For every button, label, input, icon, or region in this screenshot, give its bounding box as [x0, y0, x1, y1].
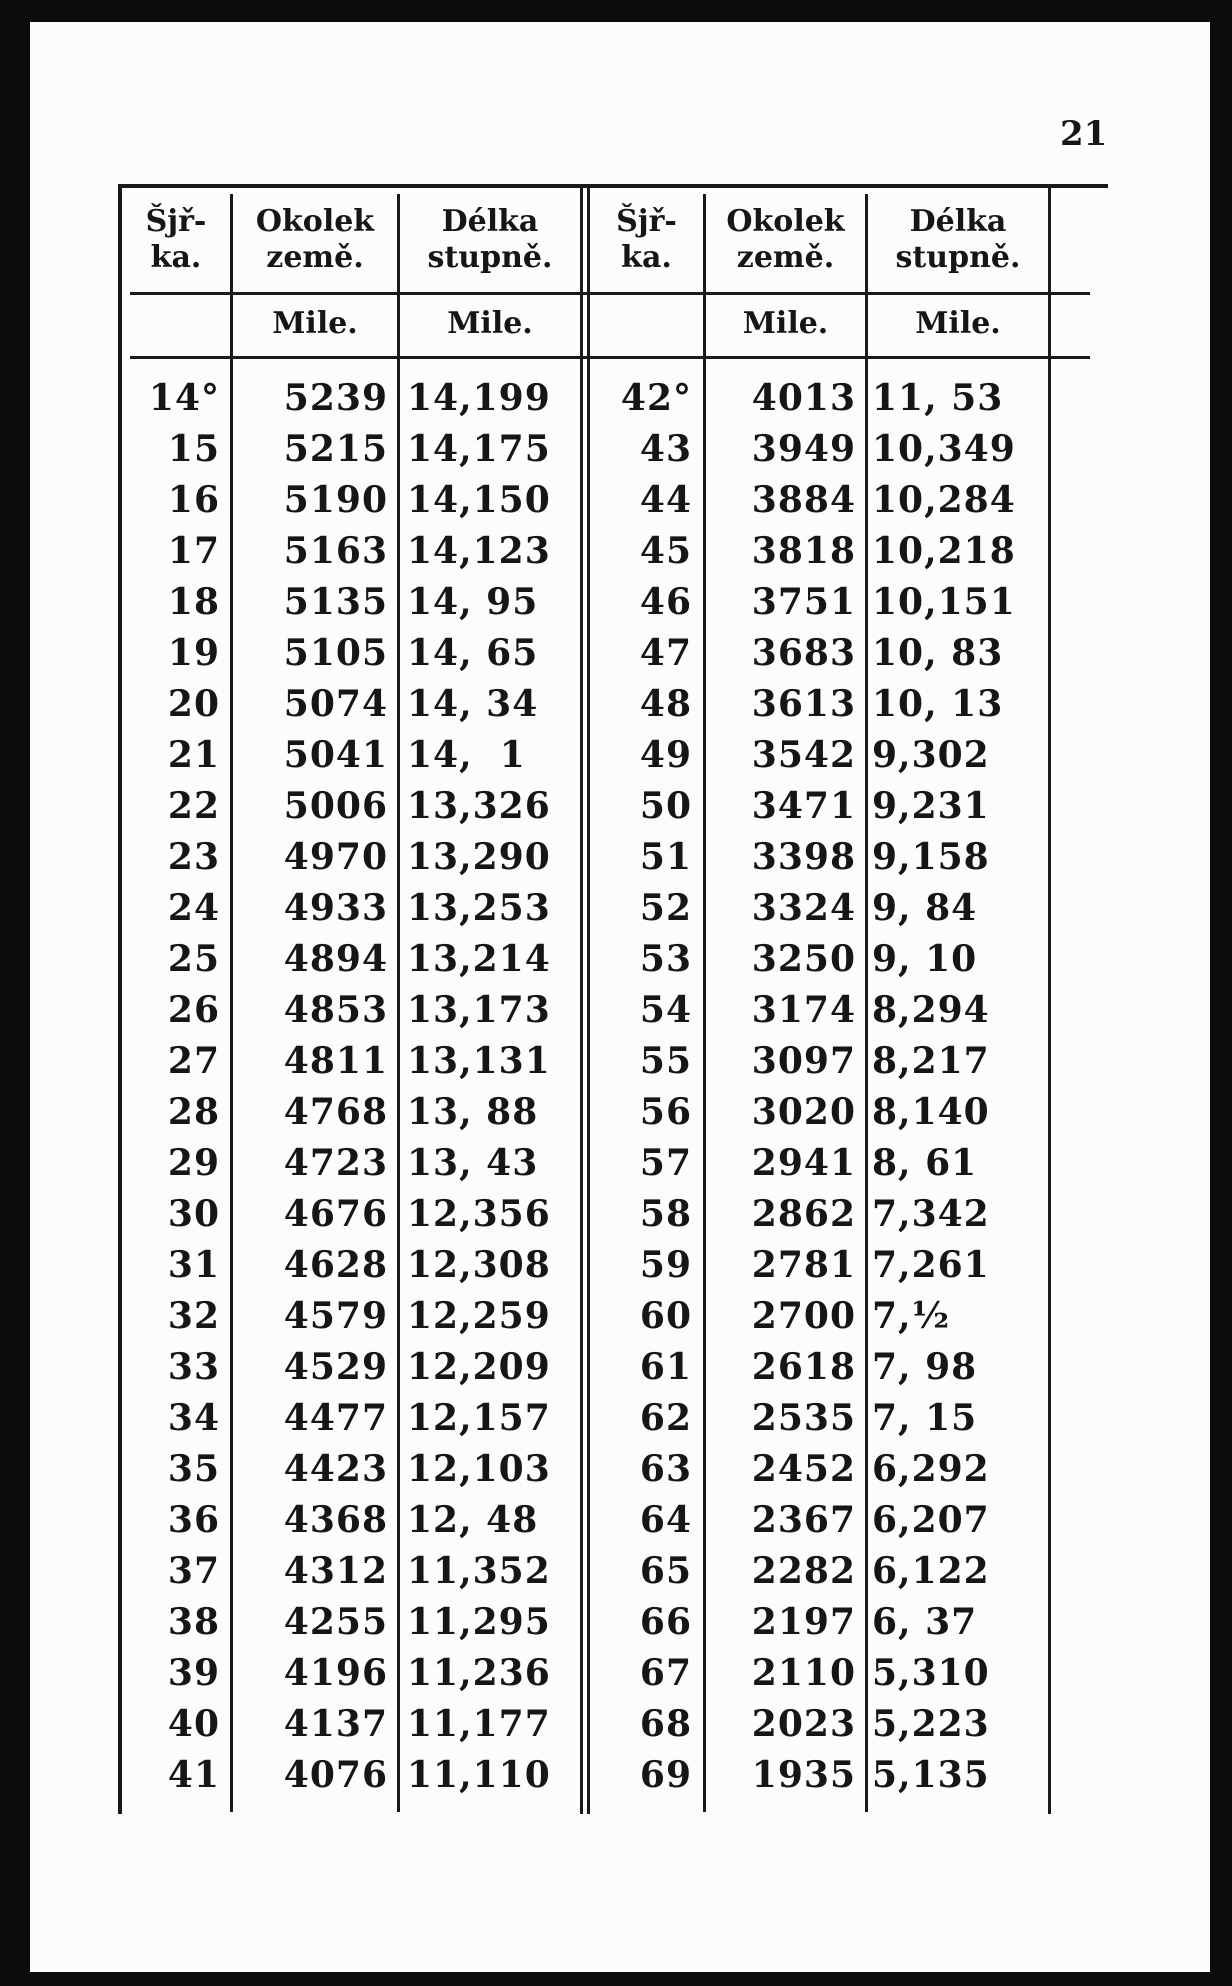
left-cell-len: 13, 88 [407, 1091, 539, 1133]
left-cell-len: 11,236 [407, 1652, 551, 1694]
left-cell-lat: 35 [167, 1448, 220, 1490]
header-degree-length-left: Délka stupně. [427, 204, 553, 275]
left-cell-len: 14, 95 [407, 581, 539, 623]
left-cell-len: 11,177 [407, 1703, 551, 1745]
left-cell-len: 11,295 [407, 1601, 551, 1643]
left-cell-circ: 4811 [283, 1040, 388, 1082]
right-cell-len: 10,218 [872, 530, 1016, 572]
left-cell-lat: 24 [167, 887, 220, 929]
right-cell-len: 8, 61 [872, 1142, 978, 1184]
right-cell-lat: 46 [639, 581, 692, 623]
right-cell-circ: 3818 [751, 530, 856, 572]
right-cell-lat: 60 [639, 1295, 692, 1337]
right-cell-circ: 2618 [751, 1346, 856, 1388]
right-cell-circ: 2197 [751, 1601, 856, 1643]
left-cell-circ: 5006 [283, 785, 388, 827]
right-cell-circ: 2110 [751, 1652, 856, 1694]
right-cell-circ: 3020 [751, 1091, 856, 1133]
left-cell-circ: 5190 [283, 479, 388, 521]
right-cell-len: 8,217 [872, 1040, 990, 1082]
right-cell-len: 5,310 [872, 1652, 990, 1694]
left-cell-len: 12,308 [407, 1244, 551, 1286]
right-cell-len: 9, 10 [872, 938, 978, 980]
left-cell-lat: 28 [167, 1091, 220, 1133]
left-cell-lat: 40 [167, 1703, 220, 1745]
left-col-divider-2 [397, 194, 400, 1812]
left-cell-len: 12,103 [407, 1448, 551, 1490]
right-cell-circ: 2862 [751, 1193, 856, 1235]
right-cell-lat: 64 [639, 1499, 692, 1541]
left-cell-len: 11,352 [407, 1550, 551, 1592]
right-cell-circ: 2452 [751, 1448, 856, 1490]
left-cell-circ: 4368 [283, 1499, 388, 1541]
right-cell-lat: 56 [639, 1091, 692, 1133]
left-cell-lat: 33 [167, 1346, 220, 1388]
right-cell-circ: 3751 [751, 581, 856, 623]
left-cell-lat: 14° [148, 377, 220, 419]
left-cell-lat: 39 [167, 1652, 220, 1694]
right-cell-len: 6,122 [872, 1550, 990, 1592]
left-cell-len: 13, 43 [407, 1142, 539, 1184]
right-cell-circ: 3324 [751, 887, 856, 929]
left-cell-lat: 20 [167, 683, 220, 725]
unit-degree-length-right: Mile. [915, 306, 1001, 341]
right-cell-len: 9,158 [872, 836, 990, 878]
left-cell-lat: 21 [167, 734, 220, 776]
right-cell-lat: 48 [639, 683, 692, 725]
right-cell-lat: 47 [639, 632, 692, 674]
left-cell-circ: 4768 [283, 1091, 388, 1133]
right-cell-lat: 49 [639, 734, 692, 776]
left-cell-circ: 4255 [283, 1601, 388, 1643]
right-cell-lat: 65 [639, 1550, 692, 1592]
right-cell-len: 10, 83 [872, 632, 1004, 674]
left-cell-circ: 4076 [283, 1754, 388, 1796]
right-col-divider-2 [865, 194, 868, 1812]
right-cell-circ: 3174 [751, 989, 856, 1031]
right-cell-lat: 52 [639, 887, 692, 929]
left-cell-len: 11,110 [407, 1754, 551, 1796]
right-cell-lat: 44 [639, 479, 692, 521]
right-cell-circ: 3683 [751, 632, 856, 674]
right-cell-lat: 61 [639, 1346, 692, 1388]
header-circumference-left: Okolek země. [255, 204, 375, 275]
right-cell-len: 10,151 [872, 581, 1016, 623]
right-cell-lat: 69 [639, 1754, 692, 1796]
header-latitude-right: Šjř- ka. [616, 204, 677, 275]
right-cell-circ: 1935 [751, 1754, 856, 1796]
left-cell-len: 13,131 [407, 1040, 551, 1082]
right-cell-len: 6, 37 [872, 1601, 978, 1643]
left-cell-len: 12,157 [407, 1397, 551, 1439]
right-cell-lat: 67 [639, 1652, 692, 1694]
left-cell-circ: 4196 [283, 1652, 388, 1694]
left-cell-circ: 4312 [283, 1550, 388, 1592]
right-cell-circ: 4013 [751, 377, 856, 419]
right-cell-circ: 3250 [751, 938, 856, 980]
right-cell-len: 5,223 [872, 1703, 990, 1745]
left-cell-lat: 26 [167, 989, 220, 1031]
left-cell-len: 14,123 [407, 530, 551, 572]
left-cell-len: 14, 34 [407, 683, 539, 725]
left-cell-circ: 5041 [283, 734, 388, 776]
right-cell-lat: 66 [639, 1601, 692, 1643]
left-cell-len: 14,175 [407, 428, 551, 470]
left-cell-lat: 18 [167, 581, 220, 623]
left-cell-lat: 36 [167, 1499, 220, 1541]
left-cell-circ: 4970 [283, 836, 388, 878]
header-divider [130, 292, 1090, 295]
left-cell-lat: 23 [167, 836, 220, 878]
right-cell-circ: 3949 [751, 428, 856, 470]
right-cell-lat: 63 [639, 1448, 692, 1490]
left-cell-lat: 17 [167, 530, 220, 572]
left-cell-circ: 4477 [283, 1397, 388, 1439]
left-cell-circ: 5215 [283, 428, 388, 470]
left-cell-circ: 4579 [283, 1295, 388, 1337]
left-cell-circ: 5239 [283, 377, 388, 419]
left-cell-len: 14,199 [407, 377, 551, 419]
right-cell-lat: 57 [639, 1142, 692, 1184]
left-cell-len: 12,259 [407, 1295, 551, 1337]
left-cell-circ: 4423 [283, 1448, 388, 1490]
left-cell-lat: 25 [167, 938, 220, 980]
left-cell-lat: 37 [167, 1550, 220, 1592]
right-cell-circ: 2700 [751, 1295, 856, 1337]
left-cell-lat: 31 [167, 1244, 220, 1286]
left-cell-circ: 4853 [283, 989, 388, 1031]
right-cell-len: 9, 84 [872, 887, 978, 929]
right-cell-len: 7,342 [872, 1193, 990, 1235]
left-cell-circ: 5135 [283, 581, 388, 623]
header-degree-length-right: Délka stupně. [895, 204, 1021, 275]
left-cell-len: 13,214 [407, 938, 551, 980]
left-cell-len: 14, 65 [407, 632, 539, 674]
right-cell-len: 10,349 [872, 428, 1016, 470]
right-cell-circ: 3542 [751, 734, 856, 776]
right-cell-lat: 54 [639, 989, 692, 1031]
left-cell-len: 12, 48 [407, 1499, 539, 1541]
right-cell-lat: 53 [639, 938, 692, 980]
right-cell-lat: 55 [639, 1040, 692, 1082]
right-cell-circ: 3884 [751, 479, 856, 521]
right-cell-circ: 3398 [751, 836, 856, 878]
left-cell-circ: 4137 [283, 1703, 388, 1745]
left-cell-circ: 4894 [283, 938, 388, 980]
right-cell-len: 7,261 [872, 1244, 990, 1286]
left-cell-circ: 5074 [283, 683, 388, 725]
right-cell-len: 7,½ [872, 1295, 951, 1337]
left-cell-circ: 4723 [283, 1142, 388, 1184]
left-cell-len: 13,290 [407, 836, 551, 878]
right-cell-len: 8,140 [872, 1091, 990, 1133]
right-cell-len: 6,292 [872, 1448, 990, 1490]
right-cell-circ: 3097 [751, 1040, 856, 1082]
left-cell-circ: 5163 [283, 530, 388, 572]
right-cell-len: 10, 13 [872, 683, 1004, 725]
right-cell-lat: 68 [639, 1703, 692, 1745]
right-cell-lat: 43 [639, 428, 692, 470]
right-cell-len: 5,135 [872, 1754, 990, 1796]
right-cell-circ: 2781 [751, 1244, 856, 1286]
unit-degree-length-left: Mile. [447, 306, 533, 341]
left-cell-lat: 15 [167, 428, 220, 470]
right-cell-lat: 51 [639, 836, 692, 878]
book-page [30, 22, 1210, 1972]
right-cell-circ: 2282 [751, 1550, 856, 1592]
right-cell-len: 6,207 [872, 1499, 990, 1541]
unit-circumference-right: Mile. [742, 306, 829, 341]
left-cell-len: 12,356 [407, 1193, 551, 1235]
right-cell-circ: 3471 [751, 785, 856, 827]
right-cell-lat: 45 [639, 530, 692, 572]
left-cell-circ: 4676 [283, 1193, 388, 1235]
left-cell-circ: 4933 [283, 887, 388, 929]
left-cell-lat: 38 [167, 1601, 220, 1643]
left-cell-lat: 41 [167, 1754, 220, 1796]
left-cell-len: 13,326 [407, 785, 551, 827]
right-cell-len: 8,294 [872, 989, 990, 1031]
right-cell-lat: 50 [639, 785, 692, 827]
left-cell-len: 13,173 [407, 989, 551, 1031]
left-cell-lat: 22 [167, 785, 220, 827]
right-cell-len: 7, 15 [872, 1397, 978, 1439]
unit-circumference-left: Mile. [272, 306, 358, 341]
right-cell-lat: 58 [639, 1193, 692, 1235]
right-cell-lat: 62 [639, 1397, 692, 1439]
right-cell-circ: 3613 [751, 683, 856, 725]
right-cell-circ: 2941 [751, 1142, 856, 1184]
table-right-border [1048, 184, 1051, 1814]
right-cell-lat: 59 [639, 1244, 692, 1286]
right-cell-lat: 42° [620, 377, 692, 419]
left-cell-circ: 4628 [283, 1244, 388, 1286]
left-cell-lat: 27 [167, 1040, 220, 1082]
left-cell-circ: 5105 [283, 632, 388, 674]
unit-divider [130, 356, 1090, 359]
right-cell-circ: 2023 [751, 1703, 856, 1745]
right-cell-circ: 2367 [751, 1499, 856, 1541]
left-cell-len: 13,253 [407, 887, 551, 929]
table-top-rule [118, 184, 1108, 188]
right-cell-len: 7, 98 [872, 1346, 978, 1388]
left-cell-len: 12,209 [407, 1346, 551, 1388]
left-cell-circ: 4529 [283, 1346, 388, 1388]
right-cell-len: 11, 53 [872, 377, 1004, 419]
left-cell-lat: 19 [167, 632, 220, 674]
left-cell-len: 14, 1 [407, 734, 526, 776]
left-cell-lat: 16 [167, 479, 220, 521]
left-cell-lat: 32 [167, 1295, 220, 1337]
header-circumference-right: Okolek země. [726, 204, 845, 275]
header-latitude-left: Šjř- ka. [145, 204, 207, 275]
right-cell-len: 9,302 [872, 734, 990, 776]
right-cell-len: 9,231 [872, 785, 990, 827]
right-cell-len: 10,284 [872, 479, 1016, 521]
left-cell-len: 14,150 [407, 479, 551, 521]
left-cell-lat: 29 [167, 1142, 220, 1184]
page-number: 21 [1060, 114, 1108, 154]
left-cell-lat: 34 [167, 1397, 220, 1439]
right-cell-circ: 2535 [751, 1397, 856, 1439]
left-cell-lat: 30 [167, 1193, 220, 1235]
